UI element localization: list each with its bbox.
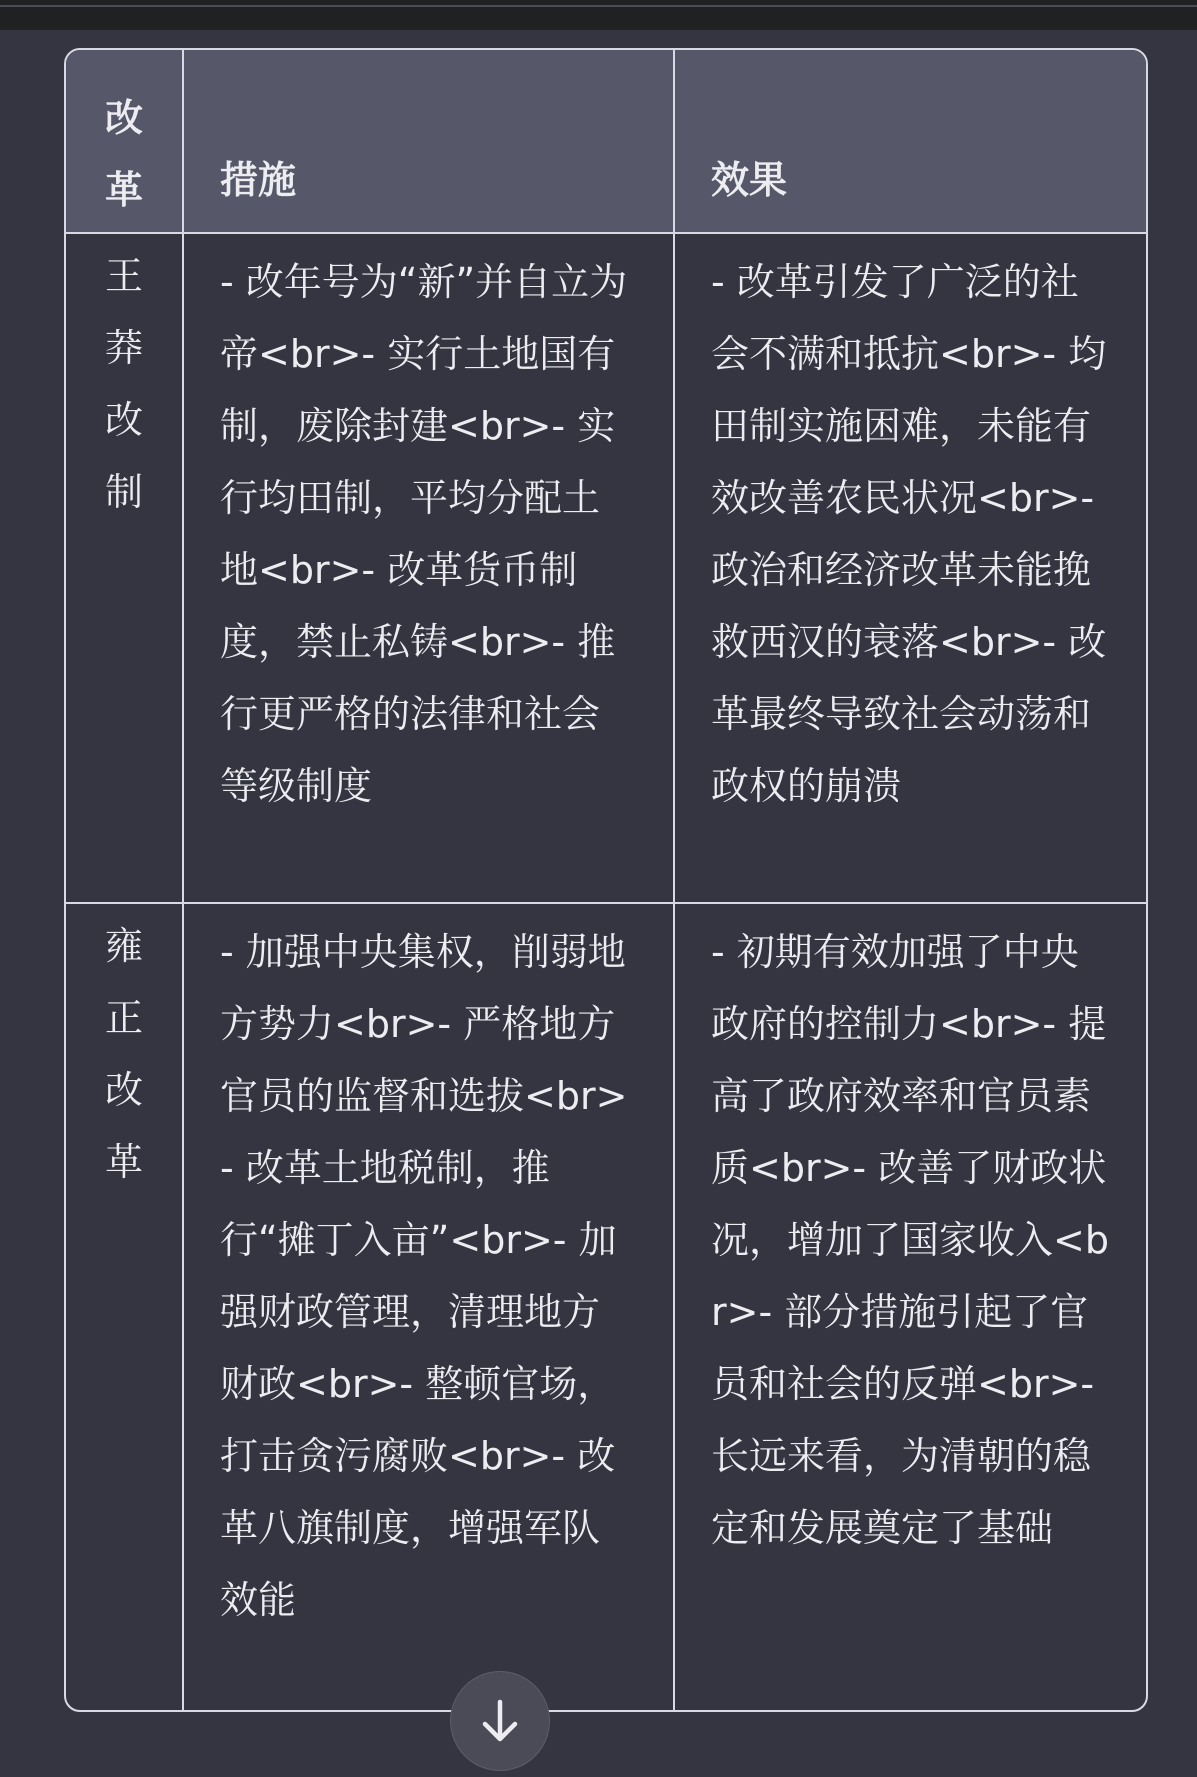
- measures-cell: - 改年号为“新”并自立为帝<br>- 实行土地国有制，废除封建<br>- 实行均田制，平均分配土地<br>- 改革货币制度，禁止私铸<br>- 推行更严格的法律和社会等级制度: [183, 233, 674, 903]
- table-row: [66, 233, 1148, 903]
- scroll-to-bottom-button[interactable]: [450, 1671, 550, 1771]
- header-effects: 效果: [674, 50, 1148, 233]
- measures-cell: - 加强中央集权，削弱地方势力<br>- 严格地方官员的监督和选拔<br>- 改革土地税制，推行“摊丁入亩”<br>- 加强财政管理，清理地方财政<br>- 整顿官场，打击贪污腐败<br>- 改革八旗制度，增强军队效能: [183, 903, 674, 1710]
- effects-cell: - 改革引发了广泛的社会不满和抵抗<br>- 均田制实施困难，未能有效改善农民状况<br>- 政治和经济改革未能挽救西汉的衰落<br>- 改革最终导致社会动荡和政权的崩溃: [674, 233, 1148, 903]
- reform-name-cell: 王莽改制: [66, 233, 183, 903]
- top-bar: [0, 0, 1197, 30]
- arrow-down-icon: [480, 1698, 520, 1744]
- reform-table-grid: [66, 50, 1148, 1710]
- table-row: [66, 903, 1148, 1710]
- header-measures: 措施: [183, 50, 674, 233]
- header-reform: 改革: [66, 50, 183, 233]
- reform-name-cell: 雍正改革: [66, 903, 183, 1710]
- reform-table: [64, 48, 1148, 1712]
- effects-cell: - 初期有效加强了中央政府的控制力<br>- 提高了政府效率和官员素质<br>- 改善了财政状况，增加了国家收入<br>- 部分措施引起了官员和社会的反弹<br>- 长远来看，为清朝的稳定和发展奠定了基础: [674, 903, 1148, 1710]
- table-header-row: [66, 50, 1148, 233]
- top-bar-divider: [0, 5, 1197, 7]
